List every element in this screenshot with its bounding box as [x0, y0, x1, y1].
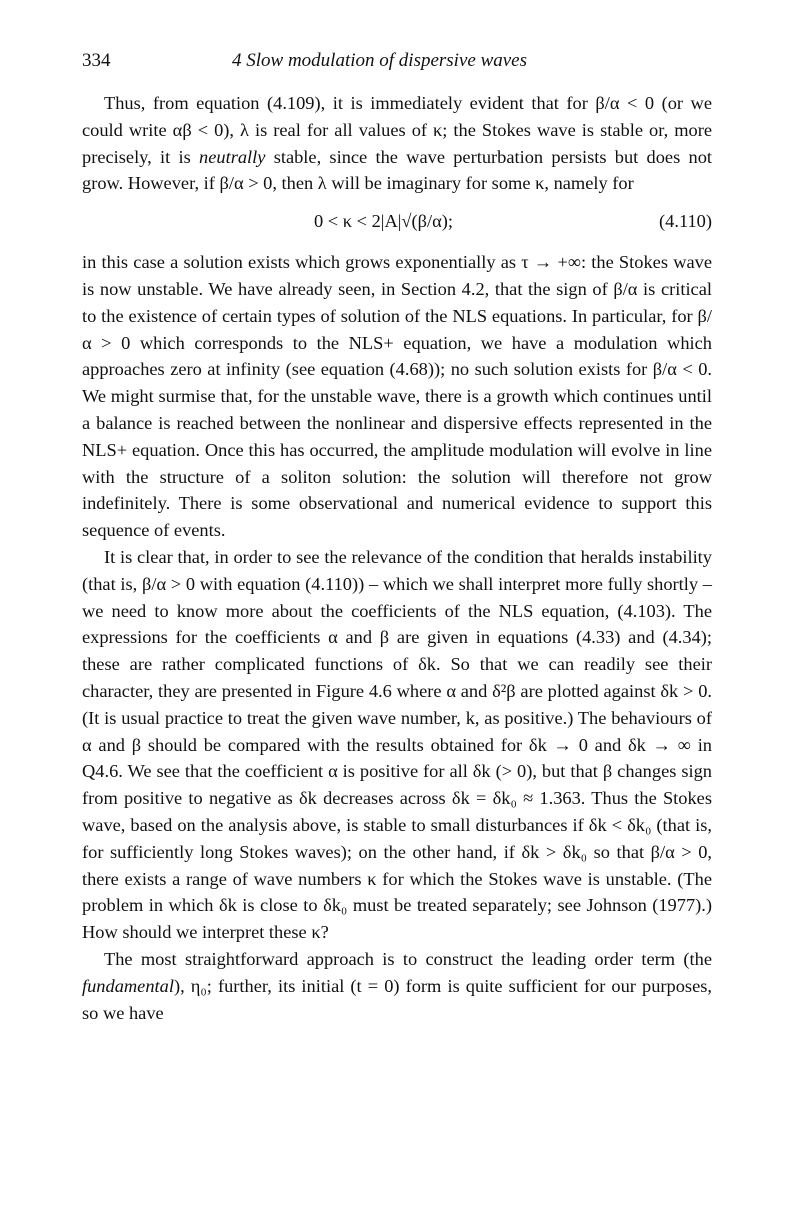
text-run: stable, since the wave perturbation persists but does not grow. However, if β/α > 0, then λ will be imaginary for some κ, namely for — [82, 146, 712, 194]
page-number: 334 — [82, 50, 111, 71]
text-run: ), η₀; further, its initial (t = 0) form is quite sufficient for our purposes, so we have — [82, 975, 712, 1023]
text-run: Thus, from equation (4.109), it is immediately evident that for β/α < 0 (or we could write αβ < 0), λ is real for all values of κ; the Stokes wave is stable or, more precisely, it is — [82, 93, 712, 167]
paragraph-4 — [82, 946, 712, 1026]
equation-body: 0 < κ < 2|A|√(β/α); — [314, 211, 453, 232]
emphasis-neutrally: neutrally — [199, 146, 266, 167]
text-run: The most straightforward approach is to construct the leading order term (the — [104, 948, 712, 969]
page-header — [82, 50, 712, 74]
page — [82, 50, 712, 1026]
running-title: 4 Slow modulation of dispersive waves — [232, 50, 528, 71]
text-run: in this case a solution exists which grows exponentially as τ → +∞: the Stokes wave is now unstable. We have already seen, in Section 4.2, that the sign of β/α is critical to the existence of certain types of solution of the NLS equations. In particular, for β/α > 0 which corresponds to the NLS+ equation, we have a modulation which approaches zero at infinity (see equation (4.68)); no such solution exists for β/α < 0. We might surmise that, for the unstable wave, there is a growth which continues until a balance is reached between the nonlinear and dispersive effects represented in the NLS+ equation. Once this has occurred, the amplitude modulation will evolve in line with the structure of a soliton solution: the solution will therefore not grow indefinitely. There is some observational and numerical evidence to support this sequence of events. — [82, 252, 712, 541]
body-text — [82, 90, 712, 1026]
text-run: It is clear that, in order to see the relevance of the condition that heralds instability (that is, β/α > 0 with equation (4.110)) – which we shall interpret more fully shortly – we need to know more about the coefficients of the NLS equation, (4.103). The expressions for the coefficients α and β are given in equations (4.33) and (4.34); these are rather complicated functions of δk. So that we can readily see their character, they are presented in Figure 4.6 where α and δ²β are plotted against δk > 0. (It is usual practice to treat the given wave number, k, as positive.) The behaviours of α and β should be compared with the results obtained for δk → 0 and δk → ∞ in Q4.6. We see that the coefficient α is positive for all δk (> 0), but that β changes sign from positive to negative as δk decreases across δk = δk₀ ≈ 1.363. Thus the Stokes wave, based on the analysis above, is stable to small disturbances if δk < δk₀ (that is, for sufficiently long Stokes waves); on the other hand, if δk > δk₀ so that β/α > 0, there exists a range of wave numbers κ for which the Stokes wave is unstable. (The problem in which δk is close to δk₀ must be treated separately; see Johnson (1977).) How should we interpret these κ? — [82, 546, 712, 943]
paragraph-1 — [82, 90, 712, 197]
emphasis-fundamental: fundamental — [82, 975, 174, 996]
equation-number: (4.110) — [659, 211, 712, 232]
paragraph-2 — [82, 249, 712, 544]
paragraph-3 — [82, 544, 712, 946]
equation-4-110 — [82, 199, 712, 249]
